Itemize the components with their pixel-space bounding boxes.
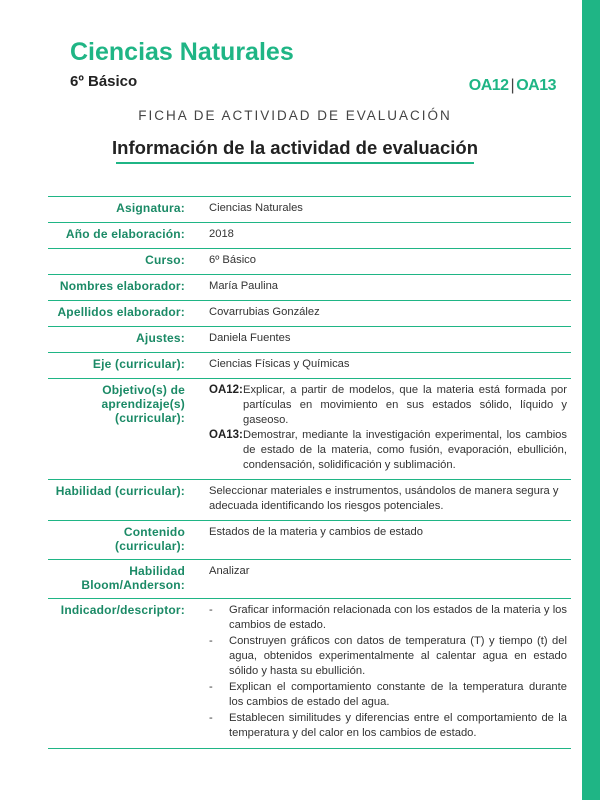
grade-label: 6º Básico: [70, 73, 138, 90]
row-value: Ciencias Naturales: [203, 197, 571, 223]
list-item: [209, 711, 567, 741]
row-label: Habilidad (curricular):: [48, 480, 203, 521]
objective-item: [209, 428, 567, 473]
objective-item: [209, 383, 567, 428]
list-item: [209, 634, 567, 679]
oa-code-2: OA13: [516, 77, 556, 94]
objective-text: Demostrar, mediante la investigación experimental, los cambios de estado de la materia, como fusión, evaporación, ebullición, condensación, solidificación y sublimación.: [243, 429, 567, 471]
row-habilidad: [48, 480, 571, 521]
row-label: Habilidad Bloom/Anderson:: [48, 560, 203, 599]
list-item: [209, 680, 567, 710]
row-value: María Paulina: [203, 275, 571, 301]
row-value: Daniela Fuentes: [203, 327, 571, 353]
bullet-dash: -: [209, 604, 213, 616]
indicator-list: [209, 603, 567, 741]
row-label: Nombres elaborador:: [48, 275, 203, 301]
info-table: [48, 196, 571, 749]
heading-underline: [116, 162, 474, 164]
row-label: Objetivo(s) de aprendizaje(s) (curricular):: [48, 379, 203, 480]
row-contenido: [48, 521, 571, 560]
row-value: 6º Básico: [203, 249, 571, 275]
objective-text: Explicar, a partir de modelos, que la materia está formada por partículas en movimiento en sus estados sólido, líquido y gaseoso.: [243, 384, 567, 426]
row-value: [203, 599, 571, 749]
row-value: Seleccionar materiales e instrumentos, usándolos de manera segura y adecuada identificando los riesgos potenciales.: [203, 480, 571, 521]
row-indicador: [48, 599, 571, 749]
page-title: Ciencias Naturales: [70, 38, 294, 66]
row-bloom: [48, 560, 571, 599]
row-anio: [48, 223, 571, 249]
row-label: Curso:: [48, 249, 203, 275]
row-asignatura: [48, 197, 571, 223]
row-label: Apellidos elaborador:: [48, 301, 203, 327]
row-value: 2018: [203, 223, 571, 249]
row-label: Eje (curricular):: [48, 353, 203, 379]
oa-separator: |: [510, 77, 515, 94]
indicator-text: Explican el comportamiento constante de la temperatura durante los cambios de estado del agua.: [229, 681, 567, 708]
objective-code: OA12:: [209, 384, 243, 396]
bullet-dash: -: [209, 681, 213, 693]
section-heading: Información de la actividad de evaluación: [112, 137, 478, 158]
indicator-text: Establecen similitudes y diferencias entre el comportamiento de la temperatura y del calor en los cambios de estado.: [229, 712, 567, 739]
row-label: Ajustes:: [48, 327, 203, 353]
objective-code: OA13:: [209, 429, 243, 441]
row-value: Covarrubias González: [203, 301, 571, 327]
row-value: [203, 379, 571, 480]
row-objetivo: [48, 379, 571, 480]
list-item: [209, 603, 567, 633]
oa-code-1: OA12: [468, 77, 509, 94]
row-ajustes: [48, 327, 571, 353]
row-label: Contenido (curricular):: [48, 521, 203, 560]
document-subtitle: FICHA DE ACTIVIDAD DE EVALUACIÓN: [138, 108, 452, 123]
indicator-text: Construyen gráficos con datos de temperatura (T) y tiempo (t) del agua, obtenidos experimentalmente al calentar agua en estado sólido y hasta su ebullición.: [229, 635, 567, 677]
bullet-dash: -: [209, 712, 213, 724]
bullet-dash: -: [209, 635, 213, 647]
row-label: Indicador/descriptor:: [48, 599, 203, 749]
row-nombres: [48, 275, 571, 301]
row-curso: [48, 249, 571, 275]
oa-codes: [469, 77, 556, 95]
row-value: Analizar: [203, 560, 571, 599]
row-value: Estados de la materia y cambios de estado: [203, 521, 571, 560]
indicator-text: Graficar información relacionada con los estados de la materia y los cambios de estado.: [229, 604, 567, 631]
row-eje: [48, 353, 571, 379]
row-label: Asignatura:: [48, 197, 203, 223]
row-label: Año de elaboración:: [48, 223, 203, 249]
row-value: Ciencias Físicas y Químicas: [203, 353, 571, 379]
row-apellidos: [48, 301, 571, 327]
